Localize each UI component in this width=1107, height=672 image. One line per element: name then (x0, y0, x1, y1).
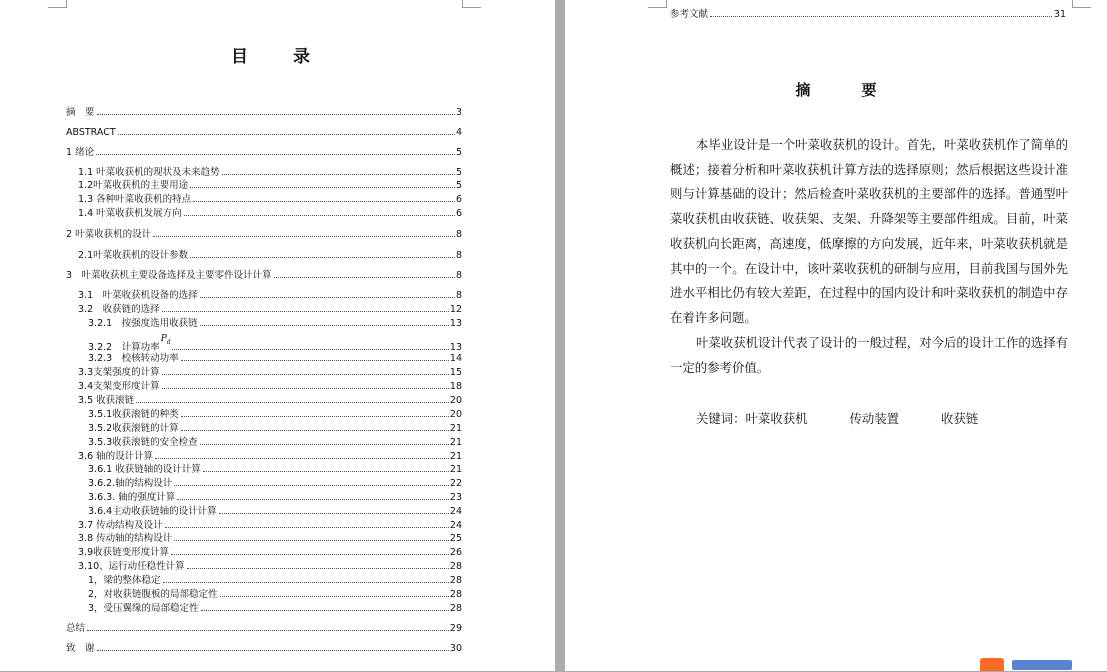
toc-entry-page: 28 (449, 589, 462, 600)
toc-entry-page: 21 (449, 451, 462, 462)
toc-entry-references[interactable] (670, 9, 1066, 20)
dot-leader (172, 349, 449, 350)
dot-leader (162, 374, 449, 375)
dot-leader (165, 527, 449, 528)
toc-entry-page: 6 (455, 208, 462, 219)
toc-entry-page: 20 (449, 395, 462, 406)
toc-entry[interactable] (78, 395, 462, 406)
toc-entry[interactable] (88, 478, 462, 489)
abstract-title: 摘 要 (795, 81, 895, 99)
dot-leader (96, 154, 455, 155)
toc-entry-page: 30 (449, 643, 462, 654)
toc-entry-page: 4 (455, 127, 462, 138)
toc-entry[interactable] (88, 423, 462, 434)
dot-leader (153, 236, 455, 237)
dot-leader (710, 16, 1052, 17)
toc-entry-page: 21 (449, 437, 462, 448)
toc-entry-label: 3.1 叶菜收获机设备的选择 (78, 290, 198, 301)
dot-leader (136, 402, 449, 403)
symbol-subscript: d (166, 338, 171, 346)
dot-leader (181, 360, 449, 361)
dot-leader (162, 311, 449, 312)
toc-entry-page: 13 (449, 341, 462, 353)
math-symbol (161, 334, 171, 348)
dot-leader (118, 134, 455, 135)
dot-leader (181, 430, 449, 431)
toc-entry-page: 6 (455, 194, 462, 205)
toc-entry[interactable] (88, 464, 462, 475)
toc-entry-page: 20 (449, 409, 462, 420)
toc-entry-label: 3.2.3 校核转动功率 (88, 353, 179, 364)
logo-icon (980, 658, 1004, 671)
toc-entry-page: 28 (449, 561, 462, 572)
toc-entry[interactable] (88, 506, 462, 517)
toc-entry[interactable] (88, 603, 462, 614)
toc-entry-label: 3，受压翼缘的局部稳定性 (88, 603, 199, 614)
dot-leader (177, 499, 449, 500)
toc-entry-label: 3.2.1 按强度选用收获链 (88, 318, 198, 329)
toc-entry-page: 21 (449, 423, 462, 434)
dot-leader (187, 568, 449, 569)
toc-entry[interactable] (78, 194, 462, 205)
crop-mark (462, 0, 481, 8)
toc-entry-page: 21 (449, 464, 462, 475)
toc-entry[interactable] (66, 270, 462, 281)
toc-entry-page: 8 (455, 250, 462, 261)
keywords-label: 关键词：叶菜收获机 (696, 411, 808, 426)
toc-entry[interactable] (88, 334, 462, 353)
toc-title: 目 录 (231, 47, 324, 67)
toc-entry[interactable] (88, 353, 462, 364)
toc-entry-label: 3.6.2.轴的结构设计 (88, 478, 173, 489)
toc-entry-page: 23 (449, 492, 462, 503)
toc-entry[interactable] (78, 367, 462, 378)
toc-entry-label: 1.3 各种叶菜收获机的特点 (78, 194, 192, 205)
toc-entry-page: 8 (455, 229, 462, 240)
toc-entry-page: 22 (449, 478, 462, 489)
toc-entry-label: 总结 (66, 623, 86, 634)
toc-entry[interactable] (88, 575, 462, 586)
keyword: 传动装置 (849, 411, 900, 426)
toc-entry[interactable] (66, 127, 462, 138)
abstract-paragraph: 本毕业设计是一个叶菜收获机的设计。首先，叶菜收获机作了简单的概述；接着分析和叶菜收获机计算方法的选择原则；然后根据这些设计准则与计算基础的设计；然后检查叶菜收获机的主要部件的选择。普通型叶菜收获机由收获链、收获架、支架、升降架等主要部件组成。目前，叶菜收获机向长距离，高速度，低摩擦的方向发展，近年来，叶菜收获机就是其中的一个。在设计中，该叶菜收获机的研制与应用，目前我国与国外先进水平相比仍有较大差距，在过程中的国内设计和叶菜收获机的制造中存在着许多问题。 (670, 137, 1068, 325)
toc-entry-label: 3.4支架变形度计算 (78, 381, 160, 392)
toc-entry[interactable] (78, 167, 462, 178)
toc-entry-label: 1.2叶菜收获机的主要用途 (78, 180, 189, 191)
toc-entry[interactable] (78, 561, 462, 572)
abstract-paragraph: 叶菜收获机设计代表了设计的一般过程，对今后的设计工作的选择有一定的参考价值。 (670, 335, 1068, 375)
dot-leader (162, 388, 449, 389)
dot-leader (184, 215, 455, 216)
toc-entry-label: 3.5 收获滚链 (78, 395, 135, 406)
toc-entry-page: 8 (455, 270, 462, 281)
toc-entry-label: 3.6 轴的设计计算 (78, 451, 154, 462)
dot-leader (200, 444, 449, 445)
watermark-logo (980, 658, 1100, 672)
toc-entry[interactable] (78, 304, 462, 315)
toc-entry-label: 参考文献 (670, 9, 709, 20)
toc-entry-page: 8 (455, 290, 462, 301)
keyword: 收获链 (940, 411, 979, 426)
dot-leader (155, 458, 449, 459)
toc-entry[interactable] (66, 229, 462, 240)
toc-entry[interactable] (78, 250, 462, 261)
toc-entry-label: 2 叶菜收获机的设计 (66, 229, 152, 240)
toc-entry[interactable] (88, 409, 462, 420)
dot-leader (97, 650, 449, 651)
toc-entry-page: 12 (449, 304, 462, 315)
dot-leader (190, 187, 455, 188)
toc-entry-label: 2，对收获链腹板的局部稳定性 (88, 589, 218, 600)
toc-entry-label: 2.1叶菜收获机的设计参数 (78, 250, 189, 261)
toc-entry-label: 3.2 收获链的选择 (78, 304, 160, 315)
toc-entry[interactable] (78, 533, 462, 544)
crop-mark (48, 0, 67, 8)
toc-entry-page: 13 (449, 318, 462, 329)
keywords (696, 409, 1016, 427)
dot-leader (97, 114, 455, 115)
toc-entry-label: 3.6.3. 轴的强度计算 (88, 492, 176, 503)
toc-entry-label: 3.5.1收获滚链的种类 (88, 409, 179, 420)
toc-entry-page: 5 (455, 167, 462, 178)
toc-entry-label: 1，梁的整体稳定 (88, 575, 161, 586)
dot-leader (190, 257, 455, 258)
dot-leader (220, 596, 449, 597)
dot-leader (200, 297, 455, 298)
toc-entry[interactable] (88, 492, 462, 503)
toc-entry[interactable] (78, 208, 462, 219)
toc-entry-label: 1.4 叶菜收获机发展方向 (78, 208, 182, 219)
dot-leader (171, 554, 449, 555)
toc-entry-page: 26 (449, 547, 462, 558)
toc-entry-page: 24 (449, 520, 462, 531)
toc-entry[interactable] (78, 290, 462, 301)
toc-entry-page: 24 (449, 506, 462, 517)
toc-entry[interactable] (66, 643, 462, 654)
toc-entry[interactable] (88, 318, 462, 329)
toc-entry-page: 5 (455, 180, 462, 191)
toc-entry-label: ABSTRACT (66, 127, 116, 138)
dot-leader (174, 485, 449, 486)
toc-entry-label: 3.6.4主动收获链轴的设计计算 (88, 506, 217, 517)
toc-entry-label: 3.8 传动轴的结构设计 (78, 533, 173, 544)
toc-entry-label: 3 叶菜收获机主要设备选择及主要零件设计计算 (66, 270, 272, 281)
toc-entry-page: 3 (455, 107, 462, 118)
toc-entry[interactable] (66, 147, 462, 158)
dot-leader (274, 277, 455, 278)
toc-entry-page: 31 (1053, 9, 1066, 20)
toc-entry-page: 29 (449, 623, 462, 634)
dot-leader (174, 540, 449, 541)
toc-entry-page: 15 (449, 367, 462, 378)
toc-entry[interactable] (78, 451, 462, 462)
dot-leader (222, 174, 455, 175)
toc-entry-page: 5 (455, 147, 462, 158)
symbol-base: P (160, 334, 167, 344)
toc-entry[interactable] (66, 107, 462, 118)
toc-entry-label: 3.6.1 收获链轴的设计计算 (88, 464, 201, 475)
crop-mark (1072, 0, 1091, 8)
toc-entry-label: 致 谢 (66, 643, 95, 654)
toc-entry-label: 3.9收获链变形度计算 (78, 547, 170, 558)
dot-leader (87, 630, 449, 631)
toc-entry-label: 1.1 叶菜收获机的现状及未来趋势 (78, 167, 220, 178)
toc-entry-page: 28 (449, 603, 462, 614)
toc-entry-label: 3.3支架强度的计算 (78, 367, 160, 378)
dot-leader (181, 416, 449, 417)
toc-entry-label: 摘 要 (66, 107, 95, 118)
toc-entry[interactable] (88, 589, 462, 600)
dot-leader (200, 325, 449, 326)
dot-leader (219, 513, 449, 514)
dot-leader (163, 582, 449, 583)
toc-entry[interactable] (78, 547, 462, 558)
crop-mark (648, 0, 667, 8)
toc-entry[interactable] (78, 381, 462, 392)
toc-entry[interactable] (88, 437, 462, 448)
toc-entry[interactable] (66, 623, 462, 634)
toc-entry-page: 18 (449, 381, 462, 392)
toc-entry[interactable] (78, 180, 462, 191)
toc-entry-label: 3.7 传动结构及设计 (78, 520, 163, 531)
toc-entry-label: 3.5.3收获滚链的安全检查 (88, 437, 198, 448)
toc-entry-label: 3.5.2收获滚链的计算 (88, 423, 179, 434)
toc-entry-page: 14 (449, 353, 462, 364)
logo-text-mark (1012, 660, 1072, 670)
dot-leader (193, 201, 455, 202)
dot-leader (203, 471, 449, 472)
dot-leader (201, 610, 449, 611)
toc-entry-label: 1 绪论 (66, 147, 95, 158)
toc-entry-label: 3.10、运行动任稳性计算 (78, 561, 185, 572)
toc-entry-label: 3.2.2 计算功率 (88, 341, 160, 353)
toc-entry-page: 28 (449, 575, 462, 586)
toc-entry-page: 25 (449, 533, 462, 544)
toc-entry[interactable] (78, 520, 462, 531)
